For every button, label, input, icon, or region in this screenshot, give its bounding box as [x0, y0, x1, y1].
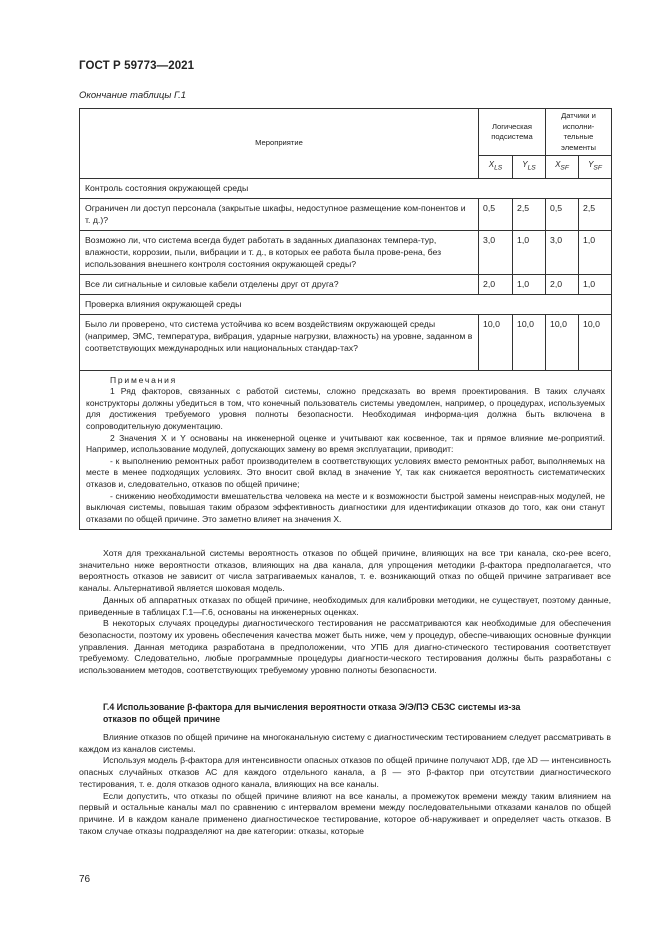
heading-line-2: отказов по общей причине — [103, 713, 221, 724]
table-row — [80, 198, 612, 230]
note-1: 1 Ряд факторов, связанных с работой системы, сложно предсказать во время проектирования. В таких случаях конструкторы должны убедиться в том, что конечный пользователь системы уведомлен, например, о процедурах, используемых для достижения требуемого уровня полноты безопасности. Необходимая информа-ция должна быть включена в сопроводительную документацию. — [86, 386, 605, 431]
value-yls: 1,0 — [513, 274, 546, 294]
section-title: Проверка влияния окружающей среды — [80, 294, 612, 314]
value-ysf: 1,0 — [579, 230, 612, 274]
table-row — [80, 314, 612, 370]
value-xls: 2,0 — [479, 274, 513, 294]
measure-text: Все ли сигнальные и силовые кабели отделены друг от друга? — [80, 274, 479, 294]
table-row — [80, 274, 612, 294]
paragraph: Хотя для трехканальной системы вероятность отказов по общей причине, влияющих на все три канала, ско-рее всего, значительно ниже вероятности отказов, влияющих на два канала, для упрощения методики β-фактора предполагается, что вероятность отказов не зависит от числа затрагиваемых каналов, т. е. возникающий отказ по общей причине затрагивает все каналы. Альтернативой является шоковая модель. — [79, 548, 611, 594]
standard-code: ГОСТ Р 59773—2021 — [79, 60, 195, 72]
value-ysf: 2,5 — [579, 198, 612, 230]
subheader-xls: $X_{LS}$ — [479, 156, 513, 179]
notes-title: Примечания — [110, 374, 178, 385]
page-number: 76 — [79, 874, 91, 885]
value-yls: 1,0 — [513, 230, 546, 274]
subheader-xsf: $X_{SF}$ — [546, 156, 579, 179]
note-2-item-b: - снижению необходимости вмешательства человека на месте и к возможности быстрой замены неисправ-ных модулей, не выключая системы, повышая таким образом эффективность диагностики для идентификации отказов до того, как они станут отказами по общей причине. Это заметно влияет на значения X. — [86, 490, 605, 524]
header-logic-subsystem: Логическая подсистема — [479, 109, 546, 156]
table-row — [80, 230, 612, 274]
measure-text: Возможно ли, что система всегда будет работать в заданных диапазонах темпера-тур, влажности, коррозии, пыли, вибрации и т. д., в которых ее работа была прове-рена, без использования внешнего контроля состояния окружающей среды? — [80, 230, 479, 274]
value-yls: 10,0 — [513, 314, 546, 370]
value-xsf: 10,0 — [546, 314, 579, 370]
table-notes — [80, 370, 612, 530]
body-text-1 — [79, 548, 611, 677]
section-heading — [79, 702, 611, 725]
value-xsf: 2,0 — [546, 274, 579, 294]
header-measure: Мероприятие — [80, 109, 479, 179]
section-title: Контроль состояния окружающей среды — [80, 178, 612, 198]
value-xsf: 3,0 — [546, 230, 579, 274]
value-ysf: 10,0 — [579, 314, 612, 370]
note-2-item-a: - к выполнению ремонтных работ производителем в соответствующих условиях вместо ремонтных работ, выполняемых на месте в менее подходящих условиях. Это вносит свой вклад в значение Y, так как снижается вероятность систематических отказов и, следовательно, отказов по общей причине; — [86, 455, 605, 489]
subheader-yls: $Y_{LS}$ — [513, 156, 546, 179]
measures-table — [79, 108, 612, 530]
paragraph: Если допустить, что отказы по общей причине влияют на все каналы, а промежуток времени между таким влиянием на первый и остальные каналы мал по сравнению с интервалом времени между последовательными отказами каналов по общей причине. И в каждом канале применено диагностическое тестирование, которое об-наруживает и определяет часть отказов. В таком случае отказы подразделяют на две категории: отказы, которые — [79, 790, 611, 836]
value-xls: 0,5 — [479, 198, 513, 230]
paragraph: В некоторых случаях процедуры диагностического тестирования не рассматриваются как необходимые для обеспечения безопасности, поэтому их уровень обеспечения качества может быть ниже, чем у процедур, обеспе-чивающих основные функции управления. Данная методика разработана в предположении, что УПБ для диагно-стического тестирования соответствует требуемому. Следовательно, любые программные процедуры диагности-ческого тестирования должны быть разработаны с использованием методов, соответствующих требуемому уровню полноты безопасности. — [79, 618, 611, 676]
header-sensors-actuators: Датчики и исполни-тельные элементы — [546, 109, 612, 156]
paragraph: Влияние отказов по общей причине на многоканальную систему с диагностическим тестированием следует рассматривать в каждом из каналов системы. — [79, 732, 611, 754]
paragraph: Данных об аппаратных отказах по общей причине, необходимых для калибровки методики, не существует, поэтому данные, приведенные в таблицах Г.1—Г.6, основаны на инженерных оценках. — [79, 594, 611, 617]
measure-text: Было ли проверено, что система устойчива ко всем воздействиям окружающей среды (например, ЭМС, температура, вибрация, ударные нагрузки, влажность) на уровне, заданном в соответствующих международных или национальных стандар-тах? — [80, 314, 479, 370]
subheader-ysf: $Y_{SF}$ — [579, 156, 612, 179]
paragraph: Используя модель β-фактора для интенсивности опасных отказов по общей причине получают λDβ, где λD — интенсивность опасных случайных отказов АС для каждого отдельного канала, а β — это β-фактор при отсутствии диагностического тестирования, т. е. доля отказов одного канала, влияющих на все каналы. — [79, 755, 611, 789]
heading-line-1: Г.4 Использование β-фактора для вычисления вероятности отказа Э/Э/ПЭ СБЗС системы из-за — [103, 702, 521, 712]
value-xls: 3,0 — [479, 230, 513, 274]
value-yls: 2,5 — [513, 198, 546, 230]
value-xsf: 0,5 — [546, 198, 579, 230]
body-text-2 — [79, 732, 611, 837]
table-caption: Окончание таблицы Г.1 — [79, 90, 187, 101]
value-xls: 10,0 — [479, 314, 513, 370]
measure-text: Ограничен ли доступ персонала (закрытые шкафы, недоступное размещение ком-понентов и т. д.)? — [80, 198, 479, 230]
note-2: 2 Значения X и Y основаны на инженерной оценке и учитывают как косвенное, так и прямое влияние ме-роприятий. Например, использование модулей, допускающих замену во время эксплуатации, приводит: — [86, 432, 605, 455]
value-ysf: 1,0 — [579, 274, 612, 294]
